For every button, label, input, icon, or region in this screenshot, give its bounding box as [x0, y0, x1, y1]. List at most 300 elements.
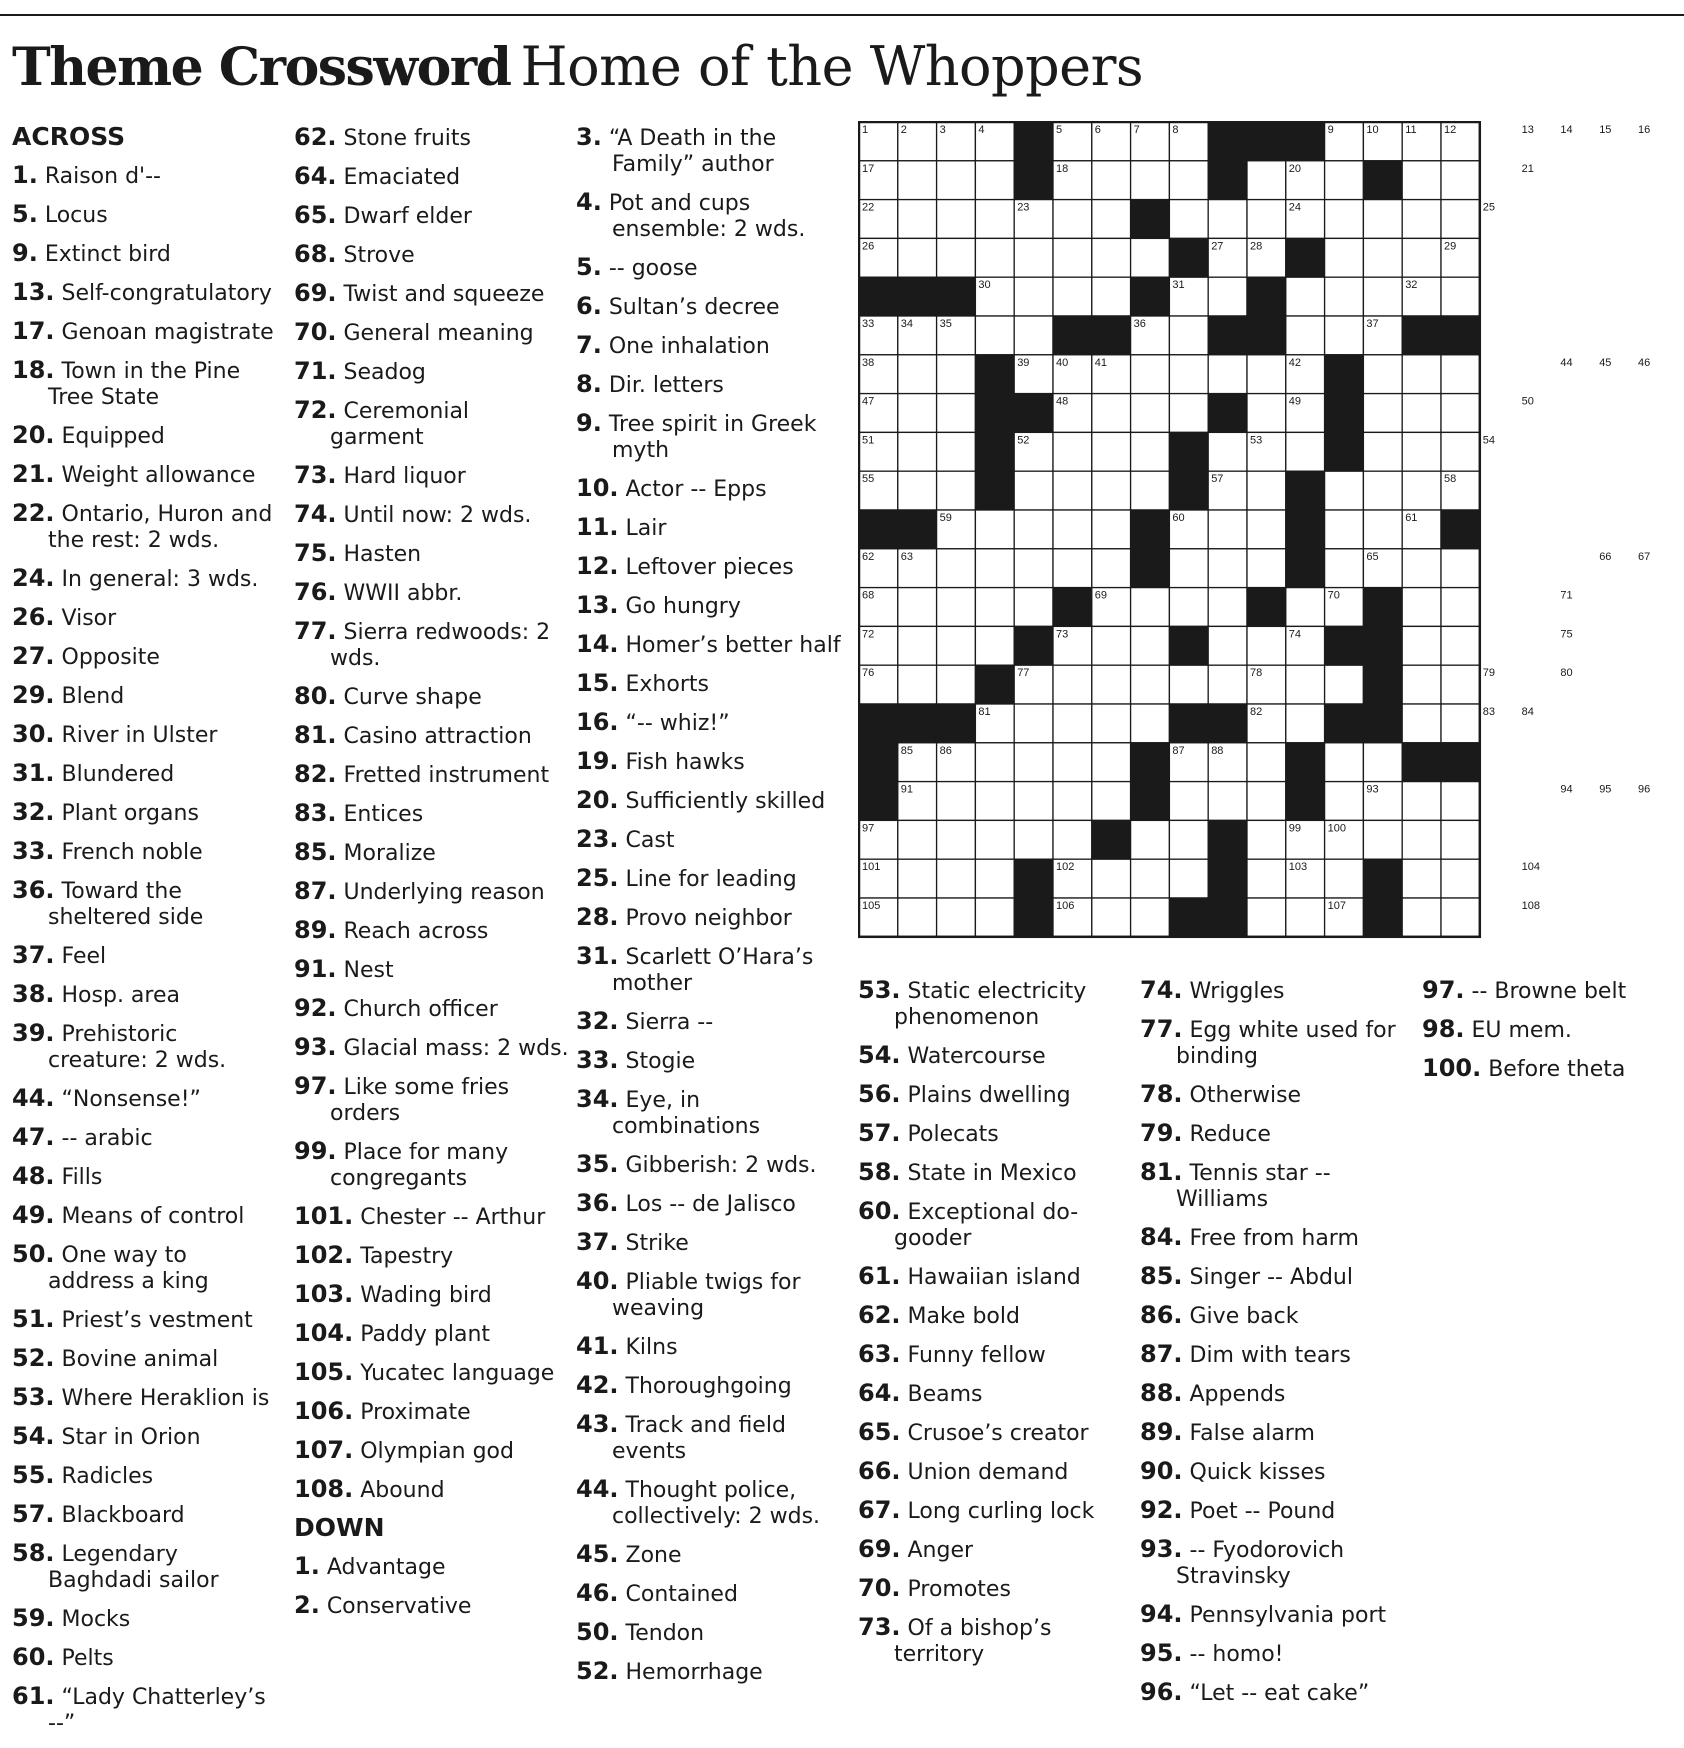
- grid-cell[interactable]: [1131, 665, 1170, 704]
- grid-cell[interactable]: [1441, 782, 1480, 821]
- grid-cell[interactable]: [1247, 782, 1286, 821]
- grid-block: [1441, 316, 1480, 355]
- grid-cell[interactable]: [937, 161, 976, 200]
- grid-cell[interactable]: [1441, 200, 1480, 239]
- title-bold: Theme Crossword: [12, 37, 511, 98]
- grid-cell[interactable]: [975, 743, 1014, 782]
- grid-cell[interactable]: [1402, 588, 1441, 627]
- clue-number: 93.: [294, 1033, 337, 1061]
- grid-cell[interactable]: [1441, 588, 1480, 627]
- grid-cell[interactable]: [1247, 471, 1286, 510]
- grid-cell[interactable]: [1402, 161, 1441, 200]
- grid-cell[interactable]: [975, 549, 1014, 588]
- grid-cell[interactable]: [937, 471, 976, 510]
- grid-cell[interactable]: [1208, 432, 1247, 471]
- grid-cell[interactable]: [1325, 665, 1364, 704]
- grid-cell[interactable]: [937, 820, 976, 859]
- grid-cell[interactable]: [1363, 471, 1402, 510]
- grid-cell[interactable]: [1441, 277, 1480, 316]
- grid-cell[interactable]: [1014, 549, 1053, 588]
- across-clue: [12, 682, 277, 710]
- across-clue: [294, 1281, 569, 1309]
- across-clue: [12, 565, 277, 593]
- grid-cell[interactable]: [1169, 588, 1208, 627]
- grid-cell[interactable]: [1169, 665, 1208, 704]
- clue-text: Lair: [618, 516, 667, 541]
- grid-cell[interactable]: [1402, 200, 1441, 239]
- grid-cell[interactable]: [1014, 588, 1053, 627]
- grid-cell[interactable]: [1053, 471, 1092, 510]
- grid-cell[interactable]: [1131, 820, 1170, 859]
- grid-cell[interactable]: [1131, 898, 1170, 937]
- grid-cell[interactable]: [1169, 394, 1208, 433]
- clue-number: 107.: [294, 1436, 354, 1464]
- grid-cell[interactable]: [1325, 859, 1364, 898]
- grid-cell[interactable]: [1363, 277, 1402, 316]
- grid-block: [859, 277, 898, 316]
- clue-number: 13.: [576, 591, 619, 619]
- clue-text: -- Browne belt: [1464, 979, 1627, 1004]
- cell-number: 108: [1521, 900, 1540, 912]
- grid-cell[interactable]: [1131, 626, 1170, 665]
- clue-number: 87.: [294, 877, 337, 905]
- grid-cell[interactable]: [1402, 238, 1441, 277]
- clue-number: 25.: [576, 864, 619, 892]
- grid-cell[interactable]: [937, 432, 976, 471]
- grid-cell[interactable]: [1402, 549, 1441, 588]
- clue-number: 58.: [858, 1158, 901, 1186]
- grid-cell[interactable]: [975, 782, 1014, 821]
- crossword-grid[interactable]: [858, 121, 1676, 941]
- grid-cell[interactable]: [1247, 549, 1286, 588]
- grid-cell[interactable]: [1441, 355, 1480, 394]
- grid-cell[interactable]: [1247, 898, 1286, 937]
- grid-cell[interactable]: [898, 859, 937, 898]
- cell-number: 92: [1133, 783, 1146, 796]
- grid-cell[interactable]: [1169, 859, 1208, 898]
- cell-number: 51: [862, 434, 875, 447]
- grid-cell[interactable]: [1092, 394, 1131, 433]
- grid-cell[interactable]: [937, 859, 976, 898]
- clue-text: Pelts: [54, 1646, 114, 1671]
- grid-cell[interactable]: [1402, 704, 1441, 743]
- down-clue: [858, 1614, 1128, 1668]
- grid-cell[interactable]: [1441, 704, 1480, 743]
- clue-number: 76.: [294, 578, 337, 606]
- clue-number: 65.: [858, 1418, 901, 1446]
- grid-cell[interactable]: [1402, 898, 1441, 937]
- grid-cell[interactable]: [898, 200, 937, 239]
- across-clue: [294, 124, 569, 152]
- grid-cell[interactable]: [1053, 200, 1092, 239]
- grid-block: [1208, 859, 1247, 898]
- grid-cell[interactable]: [1247, 510, 1286, 549]
- across-clue: [294, 202, 569, 230]
- clue-number: 53.: [858, 976, 901, 1004]
- clue-number: 81.: [1140, 1158, 1183, 1186]
- grid-cell[interactable]: [1325, 782, 1364, 821]
- grid-cell[interactable]: [1247, 200, 1286, 239]
- grid-cell[interactable]: [1286, 704, 1325, 743]
- clue-text: Genoan magistrate: [54, 320, 274, 345]
- grid-cell[interactable]: [975, 161, 1014, 200]
- clue-number: 81.: [294, 721, 337, 749]
- grid-cell[interactable]: [1131, 859, 1170, 898]
- grid-cell[interactable]: [1441, 665, 1480, 704]
- grid-cell[interactable]: [898, 471, 937, 510]
- clue-number: 61.: [858, 1262, 901, 1290]
- grid-cell[interactable]: [1286, 316, 1325, 355]
- grid-cell[interactable]: [1169, 549, 1208, 588]
- cell-number: 30: [978, 279, 991, 292]
- down-clue: [576, 1541, 846, 1569]
- clue-number: 42.: [576, 1371, 619, 1399]
- clue-number: 11.: [576, 513, 619, 541]
- grid-cell[interactable]: [1092, 549, 1131, 588]
- grid-cell[interactable]: [1402, 626, 1441, 665]
- clue-text: False alarm: [1182, 1421, 1315, 1446]
- grid-block: [1286, 510, 1325, 549]
- grid-cell[interactable]: [1363, 743, 1402, 782]
- grid-block: [1131, 510, 1170, 549]
- grid-cell[interactable]: [937, 200, 976, 239]
- cell-number: 61: [1405, 512, 1418, 524]
- clue-text: Stogie: [618, 1049, 696, 1074]
- grid-cell[interactable]: [1247, 161, 1286, 200]
- grid-cell[interactable]: [1131, 161, 1170, 200]
- across-heading: ACROSS: [12, 122, 126, 151]
- grid-cell[interactable]: [1402, 394, 1441, 433]
- grid-cell[interactable]: [1014, 820, 1053, 859]
- grid-cell[interactable]: [975, 588, 1014, 627]
- grid-cell[interactable]: [898, 394, 937, 433]
- grid-cell[interactable]: [1325, 238, 1364, 277]
- cell-number: 56: [978, 473, 991, 486]
- grid-cell[interactable]: [975, 200, 1014, 239]
- grid-cell[interactable]: [1325, 510, 1364, 549]
- grid-cell[interactable]: [975, 238, 1014, 277]
- grid-cell[interactable]: [1092, 471, 1131, 510]
- down-clue: [576, 904, 846, 932]
- clue-number: 36.: [12, 876, 55, 904]
- grid-cell[interactable]: [1441, 432, 1480, 471]
- cell-number: 33: [862, 318, 875, 330]
- grid-cell[interactable]: [1247, 626, 1286, 665]
- clue-text: Glacial mass: 2 wds.: [336, 1036, 569, 1061]
- grid-cell[interactable]: [1014, 704, 1053, 743]
- grid-cell[interactable]: [1441, 161, 1480, 200]
- grid-cell[interactable]: [937, 588, 976, 627]
- clue-text: Zone: [618, 1543, 682, 1568]
- clue-number: 33.: [576, 1046, 619, 1074]
- grid-cell[interactable]: [1092, 432, 1131, 471]
- clue-text: One inhalation: [601, 334, 770, 359]
- down-clue: [576, 592, 846, 620]
- grid-cell[interactable]: [1363, 394, 1402, 433]
- grid-cell[interactable]: [1402, 432, 1441, 471]
- grid-cell[interactable]: [1325, 277, 1364, 316]
- grid-cell[interactable]: [975, 316, 1014, 355]
- grid-cell[interactable]: [1325, 743, 1364, 782]
- grid-cell[interactable]: [937, 355, 976, 394]
- grid-cell[interactable]: [1169, 782, 1208, 821]
- grid-cell[interactable]: [1286, 898, 1325, 937]
- grid-cell[interactable]: [1053, 704, 1092, 743]
- grid-cell[interactable]: [1092, 238, 1131, 277]
- clue-number: 8.: [576, 370, 602, 398]
- grid-cell[interactable]: [1402, 665, 1441, 704]
- cell-number: 24: [1288, 201, 1302, 214]
- grid-cell[interactable]: [1014, 277, 1053, 316]
- clue-number: 74.: [294, 500, 337, 528]
- grid-cell[interactable]: [1131, 588, 1170, 627]
- clue-number: 2.: [294, 1591, 320, 1619]
- grid-cell[interactable]: [1363, 200, 1402, 239]
- grid-cell[interactable]: [1169, 820, 1208, 859]
- grid-cell[interactable]: [1131, 394, 1170, 433]
- clue-text: Prehistoric creature: 2 wds.: [48, 1022, 227, 1073]
- cell-number: 96: [1638, 783, 1651, 796]
- grid-block: [1014, 122, 1053, 161]
- grid-cell[interactable]: [1092, 510, 1131, 549]
- grid-cell[interactable]: [1402, 859, 1441, 898]
- grid-cell[interactable]: [937, 238, 976, 277]
- grid-cell[interactable]: [975, 626, 1014, 665]
- grid-cell[interactable]: [1053, 432, 1092, 471]
- grid-cell[interactable]: [1208, 200, 1247, 239]
- grid-cell[interactable]: [1441, 898, 1480, 937]
- grid-cell[interactable]: [1092, 743, 1131, 782]
- grid-cell[interactable]: [898, 161, 937, 200]
- grid-cell[interactable]: [1053, 277, 1092, 316]
- grid-cell[interactable]: [1092, 626, 1131, 665]
- cell-number: 50: [1521, 395, 1534, 408]
- clue-text: Pot and cups ensemble: 2 wds.: [601, 191, 806, 242]
- clue-text: Fish hawks: [618, 750, 745, 775]
- grid-cell[interactable]: [1247, 743, 1286, 782]
- grid-cell[interactable]: [898, 626, 937, 665]
- grid-cell[interactable]: [1441, 820, 1480, 859]
- clue-text: Fretted instrument: [336, 763, 550, 788]
- grid-block: [1363, 665, 1402, 704]
- grid-cell[interactable]: [1092, 161, 1131, 200]
- grid-cell[interactable]: [1014, 238, 1053, 277]
- grid-cell[interactable]: [1208, 510, 1247, 549]
- grid-cell[interactable]: [1169, 200, 1208, 239]
- grid-block: [1247, 277, 1286, 316]
- across-clue: [12, 1644, 277, 1672]
- cell-number: 4: [978, 124, 985, 136]
- cell-number: 65: [1366, 550, 1379, 563]
- down-clue: [858, 1575, 1128, 1603]
- grid-cell[interactable]: [898, 820, 937, 859]
- grid-cell[interactable]: [1363, 510, 1402, 549]
- grid-cell[interactable]: [1363, 820, 1402, 859]
- clue-text: Long curling lock: [900, 1499, 1095, 1524]
- grid-cell[interactable]: [1363, 432, 1402, 471]
- cell-number: 17: [862, 162, 875, 175]
- grid-cell[interactable]: [1363, 355, 1402, 394]
- grid-cell[interactable]: [1208, 277, 1247, 316]
- clue-number: 92.: [294, 994, 337, 1022]
- grid-cell[interactable]: [1053, 238, 1092, 277]
- clue-number: 74.: [1140, 976, 1183, 1004]
- grid-cell[interactable]: [1131, 355, 1170, 394]
- grid-cell[interactable]: [1092, 859, 1131, 898]
- across-clue: [12, 838, 277, 866]
- cell-number: 9: [1327, 124, 1334, 136]
- grid-cell[interactable]: [937, 665, 976, 704]
- grid-cell[interactable]: [975, 898, 1014, 937]
- clue-number: 104.: [294, 1319, 354, 1347]
- grid-cell[interactable]: [1325, 549, 1364, 588]
- grid-cell[interactable]: [1014, 471, 1053, 510]
- cell-number: 20: [1288, 162, 1302, 175]
- across-clue: [12, 162, 277, 190]
- clue-text: Advantage: [319, 1555, 446, 1580]
- down-clue: [1422, 1055, 1682, 1083]
- grid-cell[interactable]: [937, 782, 976, 821]
- grid-cell[interactable]: [1092, 277, 1131, 316]
- clue-number: 45.: [576, 1540, 619, 1568]
- clue-number: 22.: [12, 499, 55, 527]
- clue-number: 62.: [294, 123, 337, 151]
- across-clue: [294, 319, 569, 347]
- grid-cell[interactable]: [1363, 238, 1402, 277]
- grid-cell[interactable]: [1169, 316, 1208, 355]
- clue-text: Otherwise: [1182, 1083, 1302, 1108]
- grid-cell[interactable]: [1286, 432, 1325, 471]
- grid-cell[interactable]: [1441, 626, 1480, 665]
- grid-cell[interactable]: [1053, 782, 1092, 821]
- grid-cell[interactable]: [1286, 665, 1325, 704]
- clue-number: 1.: [294, 1552, 320, 1580]
- cell-number: 27: [1211, 240, 1224, 253]
- grid-cell[interactable]: [1092, 898, 1131, 937]
- grid-cell[interactable]: [1208, 549, 1247, 588]
- grid-block: [1363, 898, 1402, 937]
- grid-cell[interactable]: [1208, 665, 1247, 704]
- clue-number: 70.: [858, 1574, 901, 1602]
- grid-cell[interactable]: [1053, 820, 1092, 859]
- clue-number: 93.: [1140, 1535, 1183, 1563]
- grid-cell[interactable]: [1014, 782, 1053, 821]
- grid-cell[interactable]: [898, 432, 937, 471]
- clue-number: 65.: [294, 201, 337, 229]
- grid-cell[interactable]: [1325, 200, 1364, 239]
- grid-cell[interactable]: [1131, 238, 1170, 277]
- cell-number: 95: [1599, 783, 1612, 796]
- grid-cell[interactable]: [1092, 665, 1131, 704]
- cell-number: 13: [1521, 124, 1534, 136]
- across-clue: [12, 981, 277, 1009]
- grid-cell[interactable]: [937, 626, 976, 665]
- grid-cell[interactable]: [975, 820, 1014, 859]
- clue-number: 92.: [1140, 1496, 1183, 1524]
- grid-block: [1053, 588, 1092, 627]
- grid-cell[interactable]: [1286, 277, 1325, 316]
- grid-cell[interactable]: [1208, 588, 1247, 627]
- cell-number: 97: [862, 822, 875, 835]
- grid-cell[interactable]: [1402, 782, 1441, 821]
- grid-cell[interactable]: [1247, 355, 1286, 394]
- grid-cell[interactable]: [898, 238, 937, 277]
- grid-cell[interactable]: [1247, 859, 1286, 898]
- grid-cell[interactable]: [1325, 161, 1364, 200]
- grid-cell[interactable]: [1014, 510, 1053, 549]
- grid-cell[interactable]: [898, 588, 937, 627]
- clue-number: 1.: [12, 161, 38, 189]
- grid-block: [1169, 238, 1208, 277]
- grid-cell[interactable]: [1247, 820, 1286, 859]
- grid-cell[interactable]: [1247, 394, 1286, 433]
- grid-cell[interactable]: [1131, 471, 1170, 510]
- cell-number: 104: [1521, 861, 1540, 874]
- grid-cell[interactable]: [937, 549, 976, 588]
- grid-cell[interactable]: [937, 898, 976, 937]
- grid-cell[interactable]: [975, 510, 1014, 549]
- grid-cell[interactable]: [937, 394, 976, 433]
- clue-text: Stone fruits: [336, 126, 471, 151]
- grid-cell[interactable]: [1402, 820, 1441, 859]
- grid-cell[interactable]: [1441, 549, 1480, 588]
- grid-cell[interactable]: [1014, 743, 1053, 782]
- grid-cell[interactable]: [1402, 355, 1441, 394]
- down-clue: [1140, 1497, 1410, 1525]
- grid-cell[interactable]: [1092, 704, 1131, 743]
- grid-cell[interactable]: [898, 665, 937, 704]
- grid-cell[interactable]: [1053, 510, 1092, 549]
- cell-number: 5: [1056, 124, 1063, 136]
- across-clue: [294, 397, 569, 451]
- clue-text: Wading bird: [353, 1283, 492, 1308]
- grid-cell[interactable]: [1169, 355, 1208, 394]
- grid-cell[interactable]: [1402, 471, 1441, 510]
- grid-block: [1014, 626, 1053, 665]
- grid-cell[interactable]: [1053, 665, 1092, 704]
- grid-cell[interactable]: [1325, 471, 1364, 510]
- clue-number: 58.: [12, 1539, 55, 1567]
- grid-cell[interactable]: [1286, 588, 1325, 627]
- grid-cell[interactable]: [898, 898, 937, 937]
- cell-number: 81: [978, 706, 991, 718]
- clue-text: Fills: [54, 1165, 103, 1190]
- across-clue: [12, 1085, 277, 1113]
- grid-cell[interactable]: [1169, 161, 1208, 200]
- clue-number: 5.: [12, 200, 38, 228]
- grid-cell[interactable]: [1325, 316, 1364, 355]
- grid-cell[interactable]: [1014, 316, 1053, 355]
- clue-number: 21.: [12, 460, 55, 488]
- grid-cell[interactable]: [1208, 355, 1247, 394]
- grid-cell[interactable]: [1441, 859, 1480, 898]
- grid-cell[interactable]: [1208, 626, 1247, 665]
- grid-cell[interactable]: [1092, 200, 1131, 239]
- grid-cell[interactable]: [1092, 782, 1131, 821]
- grid-cell[interactable]: [898, 355, 937, 394]
- grid-cell[interactable]: [1131, 704, 1170, 743]
- across-clue: [294, 579, 569, 607]
- clue-text: In general: 3 wds.: [54, 567, 259, 592]
- down-clue: [858, 1159, 1128, 1187]
- grid-cell[interactable]: [1208, 782, 1247, 821]
- grid-cell[interactable]: [1053, 743, 1092, 782]
- grid-cell[interactable]: [1053, 549, 1092, 588]
- grid-cell[interactable]: [1131, 432, 1170, 471]
- grid-block: [859, 704, 898, 743]
- grid-cell[interactable]: [1441, 394, 1480, 433]
- grid-cell[interactable]: [975, 859, 1014, 898]
